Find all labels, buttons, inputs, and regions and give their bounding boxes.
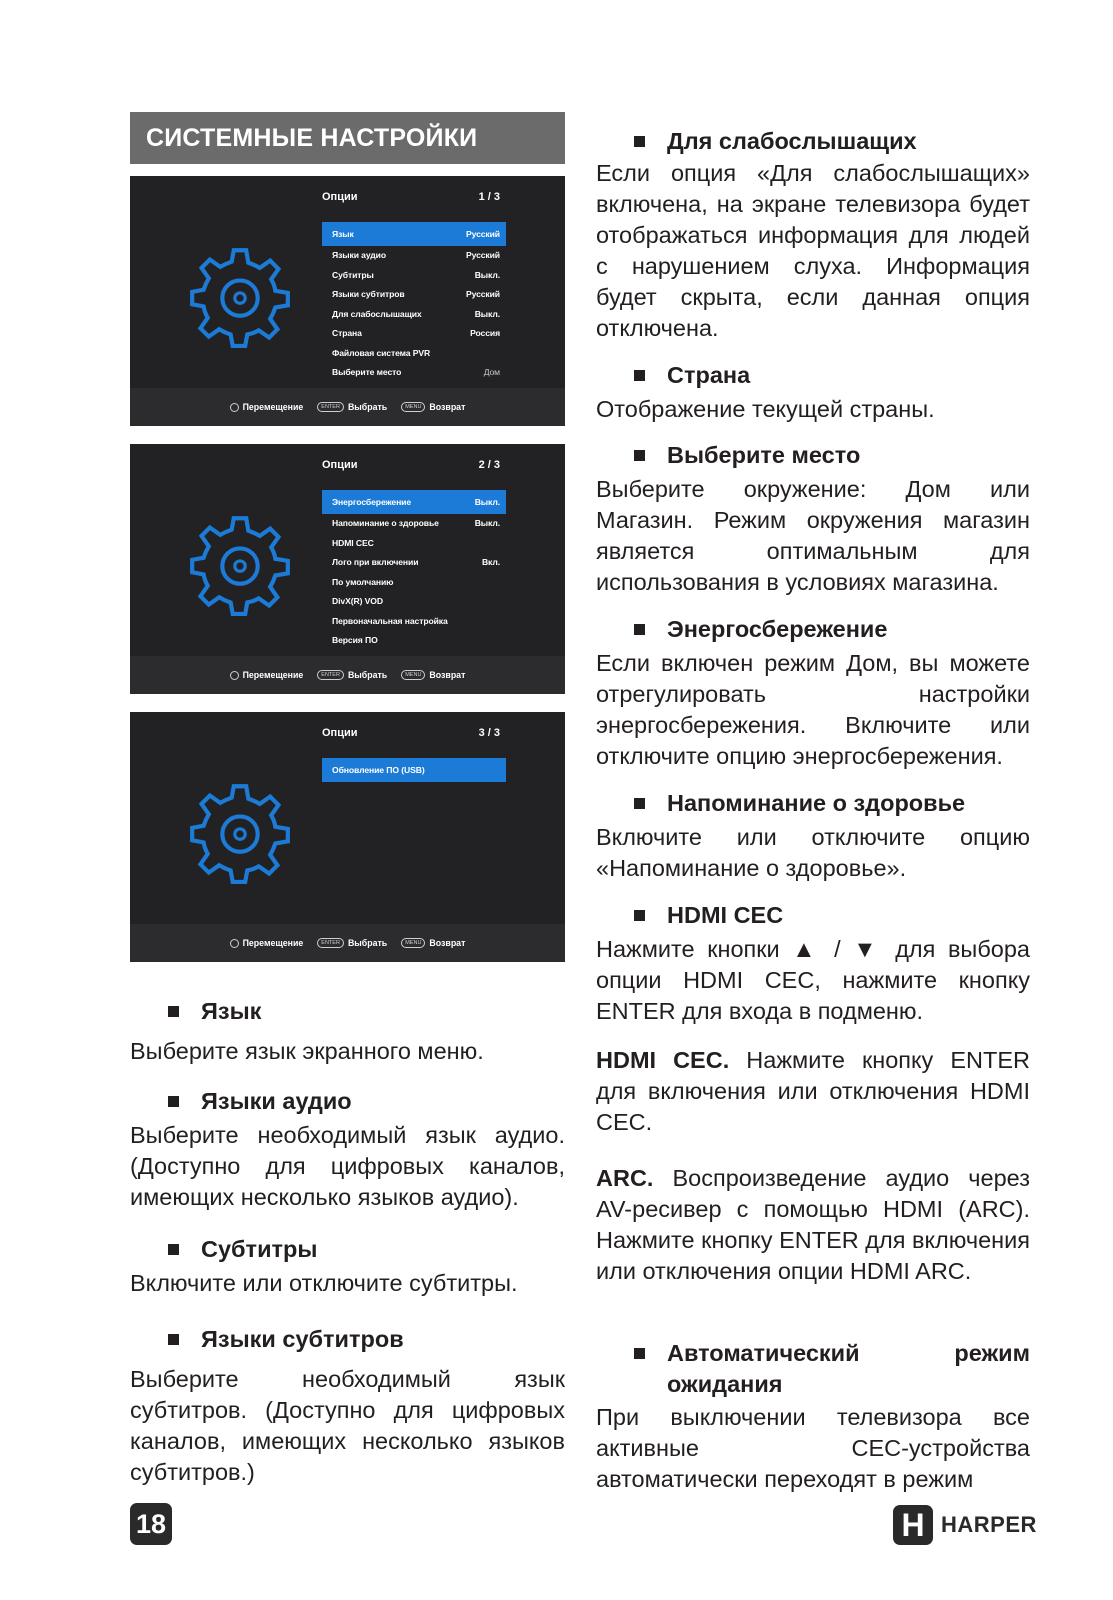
menu-item-subtitle-languages[interactable]: Языки субтитров Русский [332,289,500,299]
menu-item-location[interactable]: Выберите место Дом [332,367,500,377]
text-hearing-impaired: Если опция «Для слабослышащих» включена, на экране телевизора будет отображаться информация для людей с нарушением слуха. Информация будет скрыта, если данная опция отключена. [596,160,1030,341]
menu-item-language[interactable]: Язык Русский [322,222,506,246]
text-hdmi-cec: Нажмите кнопки ▲ / ▼ для выбора опции HDMI CEC, нажмите кнопку ENTER для входа в подменю. [596,936,1030,1024]
menu-item-health-reminder[interactable]: Напоминание о здоровье Выкл. [332,518,500,528]
menu-list [322,490,506,651]
menu-title: Опции [322,191,358,203]
menu-item-boot-logo[interactable]: Лого при включении Вкл. [332,557,500,567]
heading-country: Страна [634,360,750,391]
menu-item-audio-languages[interactable]: Языки аудио Русский [332,250,500,260]
heading-subtitle-languages: Языки субтитров [168,1324,404,1355]
gear-icon [188,780,292,884]
bullet-square-icon [634,1348,645,1359]
gear-icon [188,512,292,616]
enter-key-icon: ENTER [317,402,344,412]
text-location: Выберите окружение: Дом или Магазин. Режим окружения магазин является оптимальным для использования в условиях магазина. [596,476,1030,595]
harper-logo-icon: H [893,1505,933,1545]
text-subtitle-languages: Выберите необходимый язык субтитров. (Доступно для цифровых каналов, имеющих несколько языков субтитров.) [130,1366,565,1485]
text-language: Выберите язык экранного меню. [130,1038,484,1064]
bullet-square-icon [168,1334,179,1345]
text-arc: ARC. Воспроизведение аудио через AV-ресивер с помощью HDMI (ARC). Нажмите кнопку ENTER для включения или отключения опции HDMI ARC. [596,1165,1030,1284]
menu-screenshot-3 [130,712,565,962]
heading-subtitles: Субтитры [168,1234,317,1265]
text-subtitles: Включите или отключите субтитры. [130,1270,518,1296]
text-country: Отображение текущей страны. [596,396,935,422]
heading-audio-languages: Языки аудио [168,1086,352,1117]
navigate-icon [230,403,239,412]
menu-title: Опции [322,727,358,739]
menu-key-icon: MENU [401,402,425,412]
section-title: СИСТЕМНЫЕ НАСТРОЙКИ [130,112,565,164]
text-hdmi-cec-detail: HDMI CEC. Нажмите кнопку ENTER для включения или отключения HDMI CEC. [596,1047,1030,1135]
page-number: 18 [130,1503,172,1545]
menu-item-default[interactable]: По умолчанию [332,576,394,587]
bullet-square-icon [634,624,645,635]
heading-auto-standby: Автоматический режим ожидания [634,1338,1030,1400]
bullet-square-icon [634,136,645,147]
brand-name: HARPER [941,1512,1037,1537]
bullet-square-icon [634,370,645,381]
menu-item-subtitles[interactable]: Субтитры Выкл. [332,269,500,280]
brand-logo [893,1504,1037,1546]
menu-item-country[interactable]: Страна Россия [332,328,500,338]
bullet-square-icon [634,450,645,461]
menu-item-energy-saving[interactable]: Энергосбережение Выкл. [322,490,506,514]
menu-item-hearing-impaired[interactable]: Для слабослышащих Выкл. [332,308,500,319]
menu-item-initial-setup[interactable]: Первоначальная настройка [332,615,448,626]
text-auto-standby: При выключении телевизора все активные CEC-устройства автоматически переходят в режим [596,1404,1030,1492]
text-audio-languages: Выберите необходимый язык аудио. (Доступно для цифровых каналов, имеющих несколько языков аудио). [130,1122,565,1210]
menu-page-indicator: 3 / 3 [478,727,500,739]
menu-key-icon: MENU [401,938,425,948]
menu-page-indicator: 1 / 3 [478,191,500,203]
menu-footer: Перемещение ENTER Выбрать MENU Возврат [130,388,565,426]
bullet-square-icon [168,1244,179,1255]
menu-item-divx-vod[interactable]: DivX(R) VOD [332,596,383,606]
menu-item-software-update-usb[interactable]: Обновление ПО (USB) [322,758,506,782]
text-energy-saving: Если включен режим Дом, вы можете отрегулировать настройки энергосбережения. Включите или отключите опцию энергосбережения. [596,650,1030,769]
heading-hdmi-cec: HDMI CEC [634,900,783,931]
menu-screenshot-2 [130,444,565,694]
bullet-square-icon [634,798,645,809]
menu-footer: Перемещение ENTER Выбрать MENU Возврат [130,656,565,694]
heading-hearing-impaired: Для слабослышащих [634,126,917,157]
menu-item-pvr-file-system[interactable]: Файловая система PVR [332,347,431,358]
bullet-square-icon [168,1096,179,1107]
text-health-reminder: Включите или отключите опцию «Напоминание о здоровье». [596,824,1030,881]
bullet-square-icon [168,1006,179,1017]
menu-page-indicator: 2 / 3 [478,459,500,471]
menu-screenshot-1 [130,176,565,426]
heading-language: Язык [168,996,261,1027]
menu-item-hdmi-cec[interactable]: HDMI CEC [332,537,374,548]
menu-list [322,222,506,383]
heading-health-reminder: Напоминание о здоровье [634,788,965,819]
menu-item-software-version[interactable]: Версия ПО [332,635,378,645]
menu-key-icon: MENU [401,670,425,680]
heading-location: Выберите место [634,440,860,471]
navigate-icon [230,939,239,948]
enter-key-icon: ENTER [317,670,344,680]
enter-key-icon: ENTER [317,938,344,948]
heading-energy-saving: Энергосбережение [634,614,887,645]
menu-footer: Перемещение ENTER Выбрать MENU Возврат [130,924,565,962]
menu-list [322,758,506,782]
bullet-square-icon [634,910,645,921]
gear-icon [188,244,292,348]
navigate-icon [230,671,239,680]
menu-title: Опции [322,459,358,471]
